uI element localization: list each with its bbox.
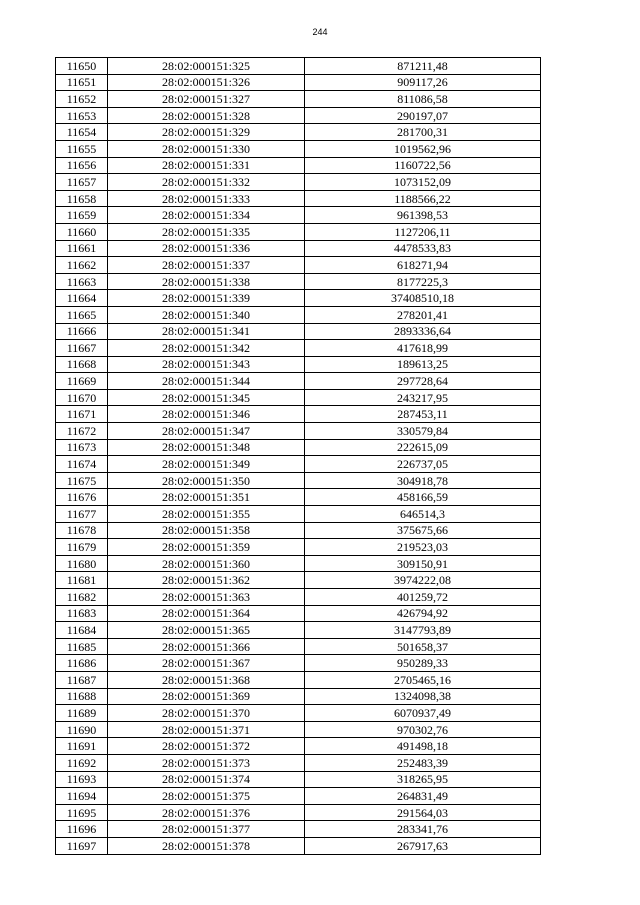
value-cell: 330579,84 (305, 423, 541, 440)
cadastral-number-cell: 28:02:000151:342 (108, 340, 305, 357)
table-row (56, 539, 541, 556)
cadastral-number-cell: 28:02:000151:331 (108, 157, 305, 174)
row-number-cell: 11690 (56, 721, 108, 738)
value-cell: 278201,41 (305, 306, 541, 323)
cadastral-number-cell: 28:02:000151:378 (108, 837, 305, 854)
table-row (56, 190, 541, 207)
row-number-cell: 11667 (56, 340, 108, 357)
value-cell: 287453,11 (305, 406, 541, 423)
cadastral-number-cell: 28:02:000151:349 (108, 456, 305, 473)
table-row (56, 74, 541, 91)
cadastral-number-cell: 28:02:000151:333 (108, 190, 305, 207)
table-row (56, 721, 541, 738)
row-number-cell: 11654 (56, 124, 108, 141)
value-cell: 281700,31 (305, 124, 541, 141)
table-row (56, 306, 541, 323)
value-cell: 8177225,3 (305, 273, 541, 290)
table-row (56, 655, 541, 672)
cadastral-number-cell: 28:02:000151:334 (108, 207, 305, 224)
cadastral-number-cell: 28:02:000151:368 (108, 671, 305, 688)
row-number-cell: 11683 (56, 605, 108, 622)
row-number-cell: 11666 (56, 323, 108, 340)
table-row (56, 622, 541, 639)
value-cell: 264831,49 (305, 788, 541, 805)
cadastral-number-cell: 28:02:000151:343 (108, 356, 305, 373)
table-row (56, 174, 541, 191)
cadastral-number-cell: 28:02:000151:372 (108, 738, 305, 755)
row-number-cell: 11685 (56, 638, 108, 655)
row-number-cell: 11676 (56, 489, 108, 506)
value-cell: 1073152,09 (305, 174, 541, 191)
row-number-cell: 11668 (56, 356, 108, 373)
value-cell: 961398,53 (305, 207, 541, 224)
table-row (56, 771, 541, 788)
table-row (56, 373, 541, 390)
row-number-cell: 11651 (56, 74, 108, 91)
value-cell: 618271,94 (305, 257, 541, 274)
value-cell: 950289,33 (305, 655, 541, 672)
cadastral-number-cell: 28:02:000151:364 (108, 605, 305, 622)
value-cell: 219523,03 (305, 539, 541, 556)
table-row (56, 207, 541, 224)
value-cell: 290197,07 (305, 107, 541, 124)
value-cell: 267917,63 (305, 837, 541, 854)
value-cell: 426794,92 (305, 605, 541, 622)
value-cell: 1019562,96 (305, 140, 541, 157)
value-cell: 252483,39 (305, 754, 541, 771)
cadastral-number-cell: 28:02:000151:348 (108, 439, 305, 456)
table-row (56, 273, 541, 290)
value-cell: 3147793,89 (305, 622, 541, 639)
row-number-cell: 11692 (56, 754, 108, 771)
page-number: 244 (312, 27, 328, 37)
row-number-cell: 11696 (56, 821, 108, 838)
cadastral-number-cell: 28:02:000151:335 (108, 223, 305, 240)
table-row (56, 323, 541, 340)
value-cell: 1127206,11 (305, 223, 541, 240)
table-row (56, 290, 541, 307)
table-row (56, 754, 541, 771)
row-number-cell: 11682 (56, 589, 108, 606)
table-row (56, 572, 541, 589)
row-number-cell: 11677 (56, 506, 108, 523)
table-row (56, 124, 541, 141)
table-row (56, 738, 541, 755)
row-number-cell: 11693 (56, 771, 108, 788)
value-cell: 491498,18 (305, 738, 541, 755)
cadastral-number-cell: 28:02:000151:370 (108, 705, 305, 722)
row-number-cell: 11687 (56, 671, 108, 688)
row-number-cell: 11652 (56, 91, 108, 108)
row-number-cell: 11672 (56, 423, 108, 440)
cadastral-number-cell: 28:02:000151:326 (108, 74, 305, 91)
registry-table-body (56, 58, 541, 855)
cadastral-number-cell: 28:02:000151:374 (108, 771, 305, 788)
value-cell: 304918,78 (305, 472, 541, 489)
cadastral-number-cell: 28:02:000151:327 (108, 91, 305, 108)
row-number-cell: 11686 (56, 655, 108, 672)
table-row (56, 555, 541, 572)
cadastral-number-cell: 28:02:000151:360 (108, 555, 305, 572)
value-cell: 226737,05 (305, 456, 541, 473)
cadastral-number-cell: 28:02:000151:344 (108, 373, 305, 390)
cadastral-number-cell: 28:02:000151:363 (108, 589, 305, 606)
cadastral-number-cell: 28:02:000151:362 (108, 572, 305, 589)
value-cell: 243217,95 (305, 389, 541, 406)
cadastral-number-cell: 28:02:000151:377 (108, 821, 305, 838)
cadastral-number-cell: 28:02:000151:366 (108, 638, 305, 655)
row-number-cell: 11680 (56, 555, 108, 572)
table-row (56, 804, 541, 821)
table-row (56, 406, 541, 423)
value-cell: 6070937,49 (305, 705, 541, 722)
table-row (56, 157, 541, 174)
cadastral-number-cell: 28:02:000151:369 (108, 688, 305, 705)
table-row (56, 356, 541, 373)
cadastral-number-cell: 28:02:000151:345 (108, 389, 305, 406)
row-number-cell: 11673 (56, 439, 108, 456)
row-number-cell: 11660 (56, 223, 108, 240)
value-cell: 646514,3 (305, 506, 541, 523)
table-row (56, 257, 541, 274)
value-cell: 2705465,16 (305, 671, 541, 688)
table-row (56, 589, 541, 606)
cadastral-number-cell: 28:02:000151:339 (108, 290, 305, 307)
value-cell: 2893336,64 (305, 323, 541, 340)
value-cell: 297728,64 (305, 373, 541, 390)
value-cell: 4478533,83 (305, 240, 541, 257)
cadastral-number-cell: 28:02:000151:346 (108, 406, 305, 423)
table-row (56, 605, 541, 622)
value-cell: 283341,76 (305, 821, 541, 838)
value-cell: 3974222,08 (305, 572, 541, 589)
row-number-cell: 11691 (56, 738, 108, 755)
value-cell: 458166,59 (305, 489, 541, 506)
row-number-cell: 11697 (56, 837, 108, 854)
cadastral-number-cell: 28:02:000151:329 (108, 124, 305, 141)
cadastral-number-cell: 28:02:000151:359 (108, 539, 305, 556)
table-row (56, 340, 541, 357)
row-number-cell: 11659 (56, 207, 108, 224)
table-row (56, 506, 541, 523)
value-cell: 291564,03 (305, 804, 541, 821)
row-number-cell: 11653 (56, 107, 108, 124)
cadastral-number-cell: 28:02:000151:358 (108, 522, 305, 539)
row-number-cell: 11671 (56, 406, 108, 423)
cadastral-number-cell: 28:02:000151:338 (108, 273, 305, 290)
table-row (56, 472, 541, 489)
row-number-cell: 11688 (56, 688, 108, 705)
table-row (56, 107, 541, 124)
cadastral-number-cell: 28:02:000151:371 (108, 721, 305, 738)
table-row (56, 240, 541, 257)
value-cell: 970302,76 (305, 721, 541, 738)
value-cell: 1324098,38 (305, 688, 541, 705)
table-row (56, 705, 541, 722)
value-cell: 318265,95 (305, 771, 541, 788)
table-row (56, 788, 541, 805)
row-number-cell: 11662 (56, 257, 108, 274)
row-number-cell: 11684 (56, 622, 108, 639)
row-number-cell: 11661 (56, 240, 108, 257)
table-row (56, 456, 541, 473)
cadastral-number-cell: 28:02:000151:325 (108, 58, 305, 75)
row-number-cell: 11674 (56, 456, 108, 473)
value-cell: 909117,26 (305, 74, 541, 91)
row-number-cell: 11656 (56, 157, 108, 174)
table-row (56, 671, 541, 688)
cadastral-number-cell: 28:02:000151:341 (108, 323, 305, 340)
cadastral-number-cell: 28:02:000151:350 (108, 472, 305, 489)
row-number-cell: 11681 (56, 572, 108, 589)
cadastral-number-cell: 28:02:000151:337 (108, 257, 305, 274)
value-cell: 189613,25 (305, 356, 541, 373)
row-number-cell: 11669 (56, 373, 108, 390)
value-cell: 375675,66 (305, 522, 541, 539)
row-number-cell: 11670 (56, 389, 108, 406)
value-cell: 401259,72 (305, 589, 541, 606)
cadastral-number-cell: 28:02:000151:367 (108, 655, 305, 672)
row-number-cell: 11694 (56, 788, 108, 805)
table-row (56, 837, 541, 854)
value-cell: 811086,58 (305, 91, 541, 108)
value-cell: 37408510,18 (305, 290, 541, 307)
table-row (56, 223, 541, 240)
table-row (56, 389, 541, 406)
table-row (56, 638, 541, 655)
row-number-cell: 11689 (56, 705, 108, 722)
row-number-cell: 11658 (56, 190, 108, 207)
row-number-cell: 11663 (56, 273, 108, 290)
cadastral-number-cell: 28:02:000151:376 (108, 804, 305, 821)
value-cell: 222615,09 (305, 439, 541, 456)
row-number-cell: 11665 (56, 306, 108, 323)
table-row (56, 58, 541, 75)
cadastral-number-cell: 28:02:000151:336 (108, 240, 305, 257)
cadastral-number-cell: 28:02:000151:373 (108, 754, 305, 771)
cadastral-number-cell: 28:02:000151:375 (108, 788, 305, 805)
registry-table (55, 57, 541, 855)
value-cell: 1160722,56 (305, 157, 541, 174)
row-number-cell: 11678 (56, 522, 108, 539)
cadastral-number-cell: 28:02:000151:332 (108, 174, 305, 191)
cadastral-number-cell: 28:02:000151:351 (108, 489, 305, 506)
cadastral-number-cell: 28:02:000151:330 (108, 140, 305, 157)
row-number-cell: 11695 (56, 804, 108, 821)
table-row (56, 140, 541, 157)
table-row (56, 439, 541, 456)
value-cell: 871211,48 (305, 58, 541, 75)
row-number-cell: 11657 (56, 174, 108, 191)
row-number-cell: 11664 (56, 290, 108, 307)
table-row (56, 522, 541, 539)
cadastral-number-cell: 28:02:000151:355 (108, 506, 305, 523)
table-row (56, 423, 541, 440)
table-row (56, 489, 541, 506)
row-number-cell: 11655 (56, 140, 108, 157)
cadastral-number-cell: 28:02:000151:365 (108, 622, 305, 639)
value-cell: 501658,37 (305, 638, 541, 655)
value-cell: 417618,99 (305, 340, 541, 357)
table-row (56, 688, 541, 705)
value-cell: 1188566,22 (305, 190, 541, 207)
row-number-cell: 11679 (56, 539, 108, 556)
table-row (56, 821, 541, 838)
cadastral-number-cell: 28:02:000151:340 (108, 306, 305, 323)
row-number-cell: 11675 (56, 472, 108, 489)
cadastral-number-cell: 28:02:000151:347 (108, 423, 305, 440)
value-cell: 309150,91 (305, 555, 541, 572)
table-row (56, 91, 541, 108)
row-number-cell: 11650 (56, 58, 108, 75)
cadastral-number-cell: 28:02:000151:328 (108, 107, 305, 124)
